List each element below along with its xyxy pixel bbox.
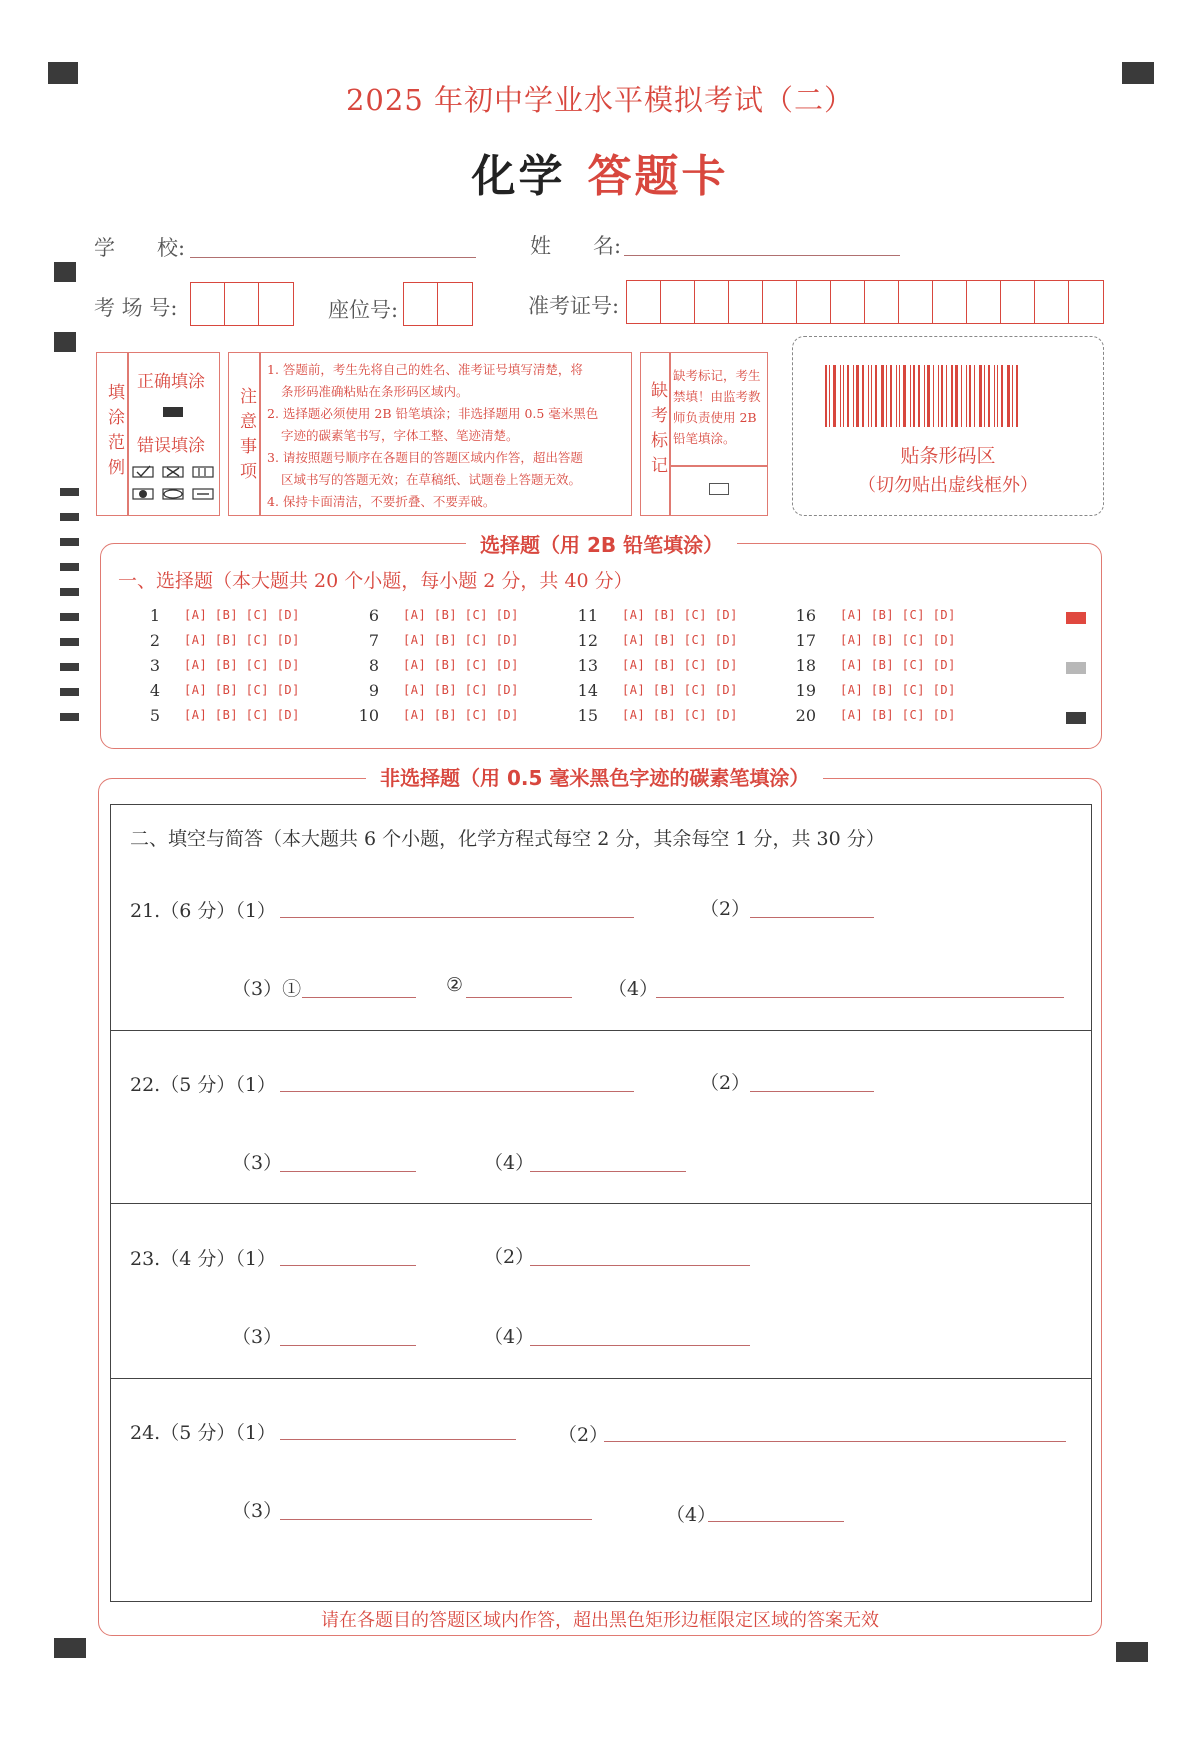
q21-answer-2[interactable] bbox=[750, 896, 874, 918]
choice-section-title: 选择题（用 2B 铅笔填涂） bbox=[466, 529, 737, 558]
fill-example-panel bbox=[96, 352, 220, 516]
timing-tick bbox=[60, 538, 79, 546]
barcode-bar bbox=[918, 365, 920, 427]
barcode-bar bbox=[979, 365, 982, 427]
q21-head: 21.（6 分）（1） bbox=[130, 900, 276, 922]
question-number-5: 5 bbox=[149, 706, 160, 725]
question-number-8: 8 bbox=[368, 656, 379, 675]
answer-options-1[interactable]: [A] [B] [C] [D] bbox=[184, 608, 300, 622]
question-number-1: 1 bbox=[149, 606, 160, 625]
barcode-bar bbox=[886, 365, 887, 427]
q24-answer-1[interactable] bbox=[280, 1418, 516, 1440]
q21-answer-3a[interactable] bbox=[302, 976, 416, 998]
q24-answer-2[interactable] bbox=[604, 1420, 1066, 1442]
question-number-14: 14 bbox=[577, 681, 598, 700]
registration-mark-left-2 bbox=[54, 332, 76, 352]
answer-options-11[interactable]: [A] [B] [C] [D] bbox=[622, 608, 738, 622]
timing-tick bbox=[60, 513, 79, 521]
timing-tick bbox=[60, 588, 79, 596]
absent-panel bbox=[640, 352, 768, 516]
note-line: 条形码准确粘贴在条形码区域内。 bbox=[281, 384, 469, 399]
notes-panel bbox=[228, 352, 632, 516]
barcode-bar bbox=[997, 365, 998, 427]
question-number-13: 13 bbox=[577, 656, 598, 675]
barcode-bar bbox=[1016, 365, 1018, 427]
barcode-bar bbox=[924, 365, 925, 427]
question-number-10: 10 bbox=[358, 706, 379, 725]
timing-tick bbox=[60, 663, 79, 671]
answer-options-16[interactable]: [A] [B] [C] [D] bbox=[840, 608, 956, 622]
q22-head: 22.（5 分）（1） bbox=[130, 1074, 276, 1096]
choice-heading: 一、选择题（本大题共 20 个小题，每小题 2 分，共 40 分） bbox=[118, 570, 633, 592]
q21-answer-1[interactable] bbox=[280, 896, 634, 918]
wrong-fill-samples-icon bbox=[131, 463, 217, 509]
nonchoice-section-title: 非选择题（用 0.5 毫米黑色字迹的碳素笔填涂） bbox=[366, 762, 823, 791]
notes-list bbox=[267, 359, 629, 513]
note-line: 1. 答题前，考生先将自己的姓名、准考证号填写清楚，将 bbox=[267, 362, 583, 377]
answer-options-5[interactable]: [A] [B] [C] [D] bbox=[184, 708, 300, 722]
ticket-label: 准考证号: bbox=[528, 294, 620, 318]
barcode-bar bbox=[961, 365, 962, 427]
q23-part2-label: （2） bbox=[484, 1246, 535, 1268]
seat-label: 座位号: bbox=[328, 298, 399, 322]
barcode-bar bbox=[1001, 365, 1003, 427]
nonchoice-heading: 二、填空与简答（本大题共 6 个小题，化学方程式每空 2 分，其余每空 1 分，共 30 分） bbox=[130, 828, 885, 850]
timing-tick bbox=[60, 488, 79, 496]
registration-mark-bottom-left bbox=[54, 1638, 86, 1658]
question-number-17: 17 bbox=[795, 631, 816, 650]
answer-options-2[interactable]: [A] [B] [C] [D] bbox=[184, 633, 300, 647]
barcode-bar bbox=[843, 365, 844, 427]
answer-options-20[interactable]: [A] [B] [C] [D] bbox=[840, 708, 956, 722]
barcode-bar bbox=[974, 365, 975, 427]
q23-answer-4[interactable] bbox=[530, 1324, 750, 1346]
answer-options-19[interactable]: [A] [B] [C] [D] bbox=[840, 683, 956, 697]
barcode-bar bbox=[955, 365, 958, 427]
barcode-bar bbox=[875, 365, 877, 427]
barcode-bar bbox=[951, 365, 953, 427]
barcode-bar bbox=[868, 365, 869, 427]
barcode-hint: （切勿贴出虚线框外） bbox=[858, 475, 1038, 496]
q24-divider bbox=[110, 1378, 1092, 1379]
barcode-bar bbox=[1007, 365, 1010, 427]
card-name: 答题卡 bbox=[587, 151, 729, 202]
absent-instructions: 缺考标记，考生 禁填！由监考教 师负责使用 2B 铅笔填涂。 bbox=[673, 368, 761, 446]
barcode-bar bbox=[941, 365, 943, 427]
timing-tick bbox=[60, 713, 79, 721]
note-line: 区域书写的答题无效；在草稿纸、试题卷上答题无效。 bbox=[281, 472, 582, 487]
note-line: 4. 保持卡面清洁，不要折叠、不要弄破。 bbox=[267, 494, 496, 509]
barcode-bar bbox=[881, 365, 884, 427]
q24-part2-label: （2） bbox=[558, 1424, 609, 1446]
wrong-fill-label: 错误填涂 bbox=[137, 436, 205, 456]
barcode-bar bbox=[847, 365, 849, 427]
question-number-9: 9 bbox=[368, 681, 379, 700]
barcode-graphic bbox=[825, 365, 1022, 427]
card-title bbox=[0, 140, 1200, 204]
q22-answer-3[interactable] bbox=[280, 1150, 416, 1172]
timing-mark-gray bbox=[1066, 662, 1086, 674]
name-label: 姓 名: bbox=[530, 234, 622, 258]
timing-tick bbox=[60, 638, 79, 646]
question-number-2: 2 bbox=[149, 631, 160, 650]
q24-answer-3[interactable] bbox=[280, 1498, 592, 1520]
timing-tick bbox=[60, 563, 79, 571]
answer-options-3[interactable]: [A] [B] [C] [D] bbox=[184, 658, 300, 672]
answer-options-7[interactable]: [A] [B] [C] [D] bbox=[403, 633, 519, 647]
q21-answer-3b[interactable] bbox=[466, 976, 572, 998]
answer-options-15[interactable]: [A] [B] [C] [D] bbox=[622, 708, 738, 722]
absent-mark-box[interactable] bbox=[709, 483, 729, 495]
question-number-19: 19 bbox=[795, 681, 816, 700]
seat-number-boxes[interactable] bbox=[403, 282, 473, 326]
school-field[interactable] bbox=[190, 238, 476, 258]
barcode-bar bbox=[890, 365, 892, 427]
question-number-7: 7 bbox=[368, 631, 379, 650]
q22-answer-1[interactable] bbox=[280, 1070, 634, 1092]
school-label: 学 校: bbox=[94, 236, 186, 260]
q23-answer-3[interactable] bbox=[280, 1324, 416, 1346]
q22-answer-4[interactable] bbox=[530, 1150, 686, 1172]
barcode-bar bbox=[853, 365, 854, 427]
answer-options-8[interactable]: [A] [B] [C] [D] bbox=[403, 658, 519, 672]
barcode-bar bbox=[910, 365, 911, 427]
q23-part3-label: （3） bbox=[232, 1326, 283, 1348]
barcode-bar bbox=[994, 365, 995, 427]
ticket-number-boxes[interactable] bbox=[626, 280, 1104, 324]
timing-mark-red bbox=[1066, 612, 1086, 624]
note-line: 3. 请按照题号顺序在各题目的答题区域内作答，超出答题 bbox=[267, 450, 583, 465]
barcode-bar bbox=[988, 365, 990, 427]
question-number-6: 6 bbox=[368, 606, 379, 625]
question-number-18: 18 bbox=[795, 656, 816, 675]
barcode-bar bbox=[856, 365, 859, 427]
question-number-15: 15 bbox=[577, 706, 598, 725]
barcode-bar bbox=[938, 365, 939, 427]
barcode-bar bbox=[933, 365, 934, 427]
question-number-4: 4 bbox=[149, 681, 160, 700]
barcode-bar bbox=[899, 365, 900, 427]
q23-answer-2[interactable] bbox=[530, 1244, 750, 1266]
q23-answer-1[interactable] bbox=[280, 1244, 416, 1266]
exam-title: 2025 年初中学业水平模拟考试（二） bbox=[345, 83, 855, 117]
barcode-bar bbox=[927, 365, 930, 427]
question-number-16: 16 bbox=[795, 606, 816, 625]
q22-answer-2[interactable] bbox=[750, 1070, 874, 1092]
q24-part3-label: （3） bbox=[232, 1500, 283, 1522]
answer-options-9[interactable]: [A] [B] [C] [D] bbox=[403, 683, 519, 697]
q21-part2-label: （2） bbox=[700, 898, 751, 920]
q22-part3-label: （3） bbox=[232, 1152, 283, 1174]
q24-answer-4[interactable] bbox=[708, 1500, 844, 1522]
answer-options-4[interactable]: [A] [B] [C] [D] bbox=[184, 683, 300, 697]
barcode-bar bbox=[833, 365, 836, 427]
q21-answer-4[interactable] bbox=[656, 976, 1064, 998]
barcode-bar bbox=[946, 365, 947, 427]
notes-vertical-label: 注意事项 bbox=[236, 387, 256, 487]
answer-options-13[interactable]: [A] [B] [C] [D] bbox=[622, 658, 738, 672]
q24-part4-label: （4） bbox=[666, 1504, 717, 1526]
question-number-20: 20 bbox=[795, 706, 816, 725]
barcode-bar bbox=[829, 365, 830, 427]
answer-options-10[interactable]: [A] [B] [C] [D] bbox=[403, 708, 519, 722]
answer-options-6[interactable]: [A] [B] [C] [D] bbox=[403, 608, 519, 622]
answer-options-17[interactable]: [A] [B] [C] [D] bbox=[840, 633, 956, 647]
subject-name: 化学 bbox=[471, 151, 566, 202]
barcode-bar bbox=[896, 365, 897, 427]
name-field[interactable] bbox=[624, 236, 900, 256]
q24-head: 24.（5 分）（1） bbox=[130, 1422, 276, 1444]
barcode-label: 贴条形码区 bbox=[900, 445, 996, 467]
barcode-bar bbox=[1012, 365, 1013, 427]
q21-part3b-label: ② bbox=[446, 974, 464, 996]
q23-part4-label: （4） bbox=[484, 1326, 535, 1348]
registration-mark-left-1 bbox=[54, 262, 76, 282]
q22-part2-label: （2） bbox=[700, 1072, 751, 1094]
barcode-bar bbox=[966, 365, 967, 427]
barcode-bar bbox=[862, 365, 864, 427]
note-line: 2. 选择题必须使用 2B 铅笔填涂；非选择题用 0.5 毫米黑色 bbox=[267, 406, 599, 421]
q23-divider bbox=[110, 1203, 1092, 1204]
question-number-12: 12 bbox=[577, 631, 598, 650]
barcode-bar bbox=[969, 365, 971, 427]
barcode-bar bbox=[825, 365, 827, 427]
footer-warning: 请在各题目的答题区域内作答，超出黑色矩形边框限定区域的答案无效 bbox=[321, 1610, 879, 1631]
answer-options-18[interactable]: [A] [B] [C] [D] bbox=[840, 658, 956, 672]
timing-mark-dark bbox=[1066, 712, 1086, 724]
timing-tick bbox=[60, 688, 79, 696]
barcode-bar bbox=[913, 365, 915, 427]
question-number-3: 3 bbox=[149, 656, 160, 675]
barcode-bar bbox=[903, 365, 906, 427]
correct-fill-label: 正确填涂 bbox=[137, 372, 205, 392]
q21-part3-label: （3）① bbox=[232, 978, 302, 1000]
barcode-bar bbox=[871, 365, 872, 427]
q21-part4-label: （4） bbox=[608, 978, 659, 1000]
note-line: 字迹的碳素笔书写，字体工整、笔迹清楚。 bbox=[281, 428, 519, 443]
answer-options-12[interactable]: [A] [B] [C] [D] bbox=[622, 633, 738, 647]
barcode-area bbox=[792, 336, 1104, 516]
q22-part4-label: （4） bbox=[484, 1152, 535, 1174]
timing-tick bbox=[60, 613, 79, 621]
barcode-bar bbox=[984, 365, 985, 427]
absent-vertical-label: 缺考标记 bbox=[647, 381, 667, 481]
room-label: 考 场 号: bbox=[94, 296, 178, 320]
barcode-bar bbox=[840, 365, 841, 427]
registration-mark-bottom-right bbox=[1116, 1642, 1148, 1662]
room-number-boxes[interactable] bbox=[190, 282, 294, 326]
question-number-11: 11 bbox=[577, 606, 598, 625]
fill-example-vertical-label: 填涂范例 bbox=[104, 383, 124, 483]
correct-fill-sample bbox=[163, 407, 183, 417]
q22-divider bbox=[110, 1030, 1092, 1031]
answer-options-14[interactable]: [A] [B] [C] [D] bbox=[622, 683, 738, 697]
q23-head: 23.（4 分）（1） bbox=[130, 1248, 276, 1270]
